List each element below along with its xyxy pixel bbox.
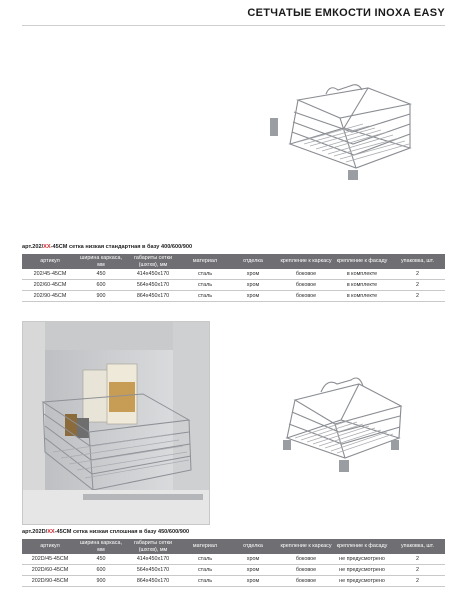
table-cell: сталь	[182, 576, 228, 587]
table-cell: в комплекте	[334, 280, 390, 291]
table-cell: боковое	[278, 291, 334, 302]
table-header-row	[22, 254, 445, 269]
table-cell: 202/90-45CM	[22, 291, 78, 302]
wire-basket-image	[268, 82, 418, 192]
col-header: отделка	[228, 539, 278, 554]
table-cell: хром	[228, 565, 278, 576]
table-cell: 414x450x170	[124, 269, 182, 280]
table-row	[22, 576, 445, 587]
col-header: упаковка, шт.	[390, 539, 445, 554]
col-header: крепление к фасаду	[334, 539, 390, 554]
table-cell: не предусмотрено	[334, 565, 390, 576]
table-row	[22, 565, 445, 576]
table-cell: хром	[228, 269, 278, 280]
table-cell: 2	[390, 280, 445, 291]
table-cell: 202/45-45CM	[22, 269, 78, 280]
col-header: крепление к каркасу	[278, 539, 334, 554]
table-cell: хром	[228, 554, 278, 565]
table-cell: в комплекте	[334, 269, 390, 280]
table-cell: 202D/60-45CM	[22, 565, 78, 576]
table-cell: 2	[390, 576, 445, 587]
table-cell: боковое	[278, 280, 334, 291]
table-row	[22, 280, 445, 291]
spec-table-2	[22, 539, 445, 587]
section1-caption: арт.202/XX-45CM сетка низкая стандартная в базу 400/600/900	[22, 244, 193, 250]
table-cell: сталь	[182, 269, 228, 280]
section2-caption: арт.202D/XX-45CM сетка низкая сплошная в базу 450/600/900	[22, 529, 190, 535]
table-cell: боковое	[278, 576, 334, 587]
page-header	[0, 0, 455, 26]
table-cell: сталь	[182, 291, 228, 302]
table-cell: боковое	[278, 269, 334, 280]
col-header: артикул	[22, 254, 78, 269]
col-header: артикул	[22, 539, 78, 554]
table-cell: сталь	[182, 554, 228, 565]
table-cell: 900	[78, 291, 124, 302]
table-cell: хром	[228, 280, 278, 291]
table-cell: 450	[78, 554, 124, 565]
table-cell: не предусмотрено	[334, 554, 390, 565]
table-cell: боковое	[278, 565, 334, 576]
table-cell: 202/60-45CM	[22, 280, 78, 291]
table-cell: 564x450x170	[124, 565, 182, 576]
table-cell: сталь	[182, 565, 228, 576]
table-cell: 2	[390, 269, 445, 280]
table-cell: 564x450x170	[124, 280, 182, 291]
table-cell: 202D/45-45CM	[22, 554, 78, 565]
col-header: крепление к фасаду	[334, 254, 390, 269]
col-header: материал	[182, 539, 228, 554]
table-cell: в комплекте	[334, 291, 390, 302]
col-header: крепление к каркасу	[278, 254, 334, 269]
col-header: отделка	[228, 254, 278, 269]
table-cell: хром	[228, 576, 278, 587]
table-cell: 864x450x170	[124, 291, 182, 302]
table-cell: 2	[390, 291, 445, 302]
col-header: ширина каркаса, мм	[78, 254, 124, 269]
table-row	[22, 554, 445, 565]
table-cell: 600	[78, 565, 124, 576]
col-header: ширина каркаса, мм	[78, 539, 124, 554]
table-header-row	[22, 539, 445, 554]
table-cell: 2	[390, 565, 445, 576]
col-header: материал	[182, 254, 228, 269]
table-cell: 600	[78, 280, 124, 291]
table-cell: 414x450x170	[124, 554, 182, 565]
table-cell: 900	[78, 576, 124, 587]
table-row	[22, 269, 445, 280]
kitchen-cabinet-photo	[22, 321, 210, 525]
table-cell: не предусмотрено	[334, 576, 390, 587]
table-row	[22, 291, 445, 302]
col-header: габариты сетки (шхгхв), мм	[124, 254, 182, 269]
col-header: упаковка, шт.	[390, 254, 445, 269]
table-cell: 864x450x170	[124, 576, 182, 587]
table-cell: 202D/90-45CM	[22, 576, 78, 587]
table-cell: хром	[228, 291, 278, 302]
spec-table-1	[22, 254, 445, 302]
table-cell: 450	[78, 269, 124, 280]
wire-basket-solid-image	[275, 372, 407, 480]
table-cell: 2	[390, 554, 445, 565]
table-cell: сталь	[182, 280, 228, 291]
table-cell: боковое	[278, 554, 334, 565]
col-header: габариты сетки (шхгхв), мм	[124, 539, 182, 554]
header-divider	[22, 25, 445, 26]
page-title: СЕТЧАТЫЕ ЕМКОСТИ INOXA EASY	[247, 7, 445, 19]
